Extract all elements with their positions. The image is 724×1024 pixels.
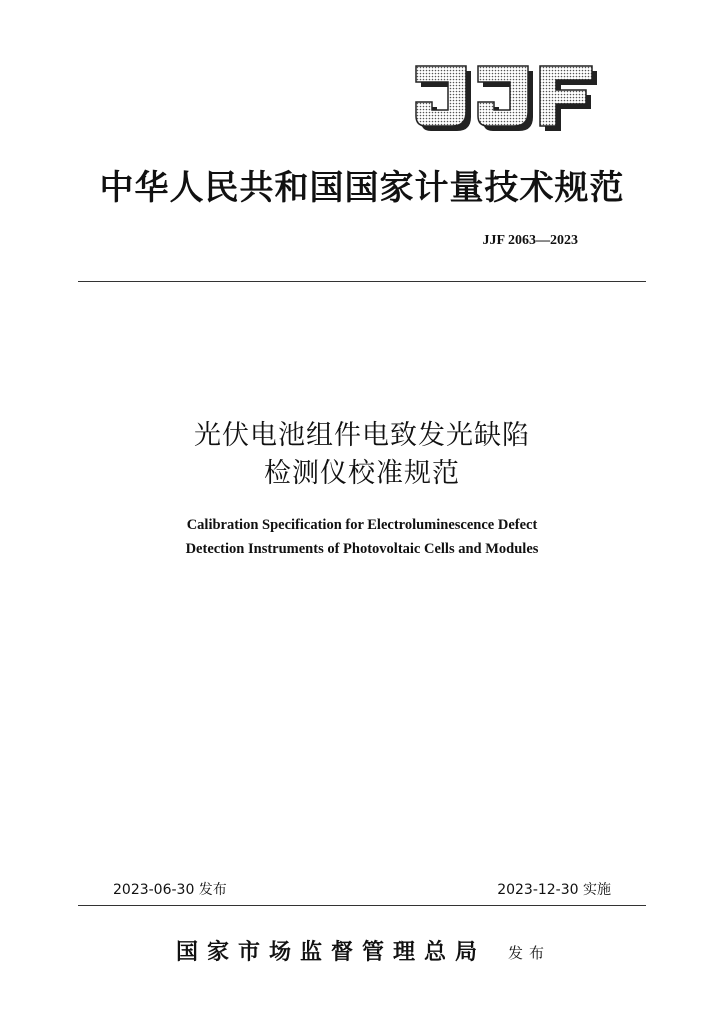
chinese-title-line-2: 检测仪校准规范 (264, 458, 460, 489)
issue-date: 2023-06-30 发布 (113, 882, 227, 898)
english-title-line-1: Calibration Specification for Electroluminescence Defect (186, 517, 538, 533)
standard-type-heading: 中华人民共和国国家计量技术规范 (99, 168, 625, 208)
issue-label: 发布 (508, 944, 551, 962)
jjf-logo (410, 60, 600, 136)
issuing-authority: 国家市场监督管理总局 (176, 939, 487, 965)
chinese-title-line-1: 光伏电池组件电致发光缺陷 (194, 420, 530, 451)
bottom-divider (78, 905, 646, 906)
top-divider (78, 281, 646, 282)
english-title-line-2: Detection Instruments of Photovoltaic Cells and Modules (185, 541, 539, 557)
standard-code: JJF 2063—2023 (482, 233, 578, 248)
implementation-date: 2023-12-30 实施 (497, 882, 611, 898)
